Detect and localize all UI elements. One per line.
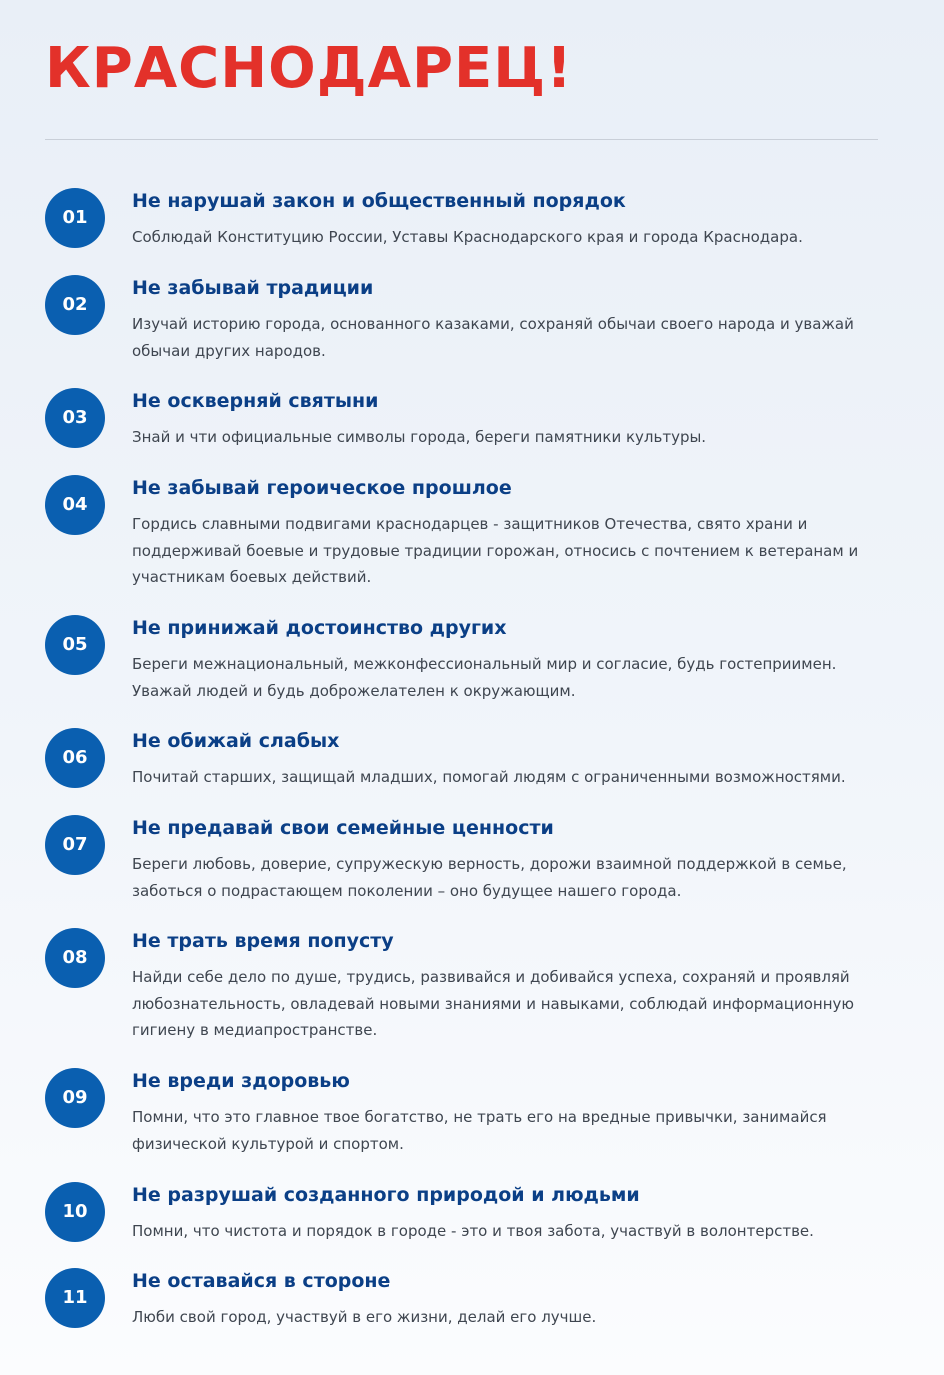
rule-text: Помни, что это главное твое богатство, не трать его на вредные привычки, занимайся физической культурой и спортом. xyxy=(132,1108,827,1153)
rule-number-badge: 01 xyxy=(45,188,105,248)
rule-text: Береги межнациональный, межконфессиональный мир и согласие, будь гостеприимен. Уважай людей и будь доброжелателен к окружающим. xyxy=(132,655,837,700)
rule-text: Найди себе дело по душе, трудись, развивайся и добивайся успеха, сохраняй и проявляй любознательность, овладевай новыми знаниями и навыками, соблюдай информационную гигиену в медиапространстве. xyxy=(132,968,855,1039)
rule-number-badge: 11 xyxy=(45,1268,105,1328)
rule-number-badge: 09 xyxy=(45,1068,105,1128)
rule-number-badge: 10 xyxy=(45,1182,105,1242)
rule-text: Помни, что чистота и порядок в городе - это и твоя забота, участвуй в волонтерстве. xyxy=(132,1222,814,1240)
rule-number-badge: 08 xyxy=(45,928,105,988)
rule-text: Гордись славными подвигами краснодарцев - защитников Отечества, свято храни и поддерживай боевые и трудовые традиции горожан, относись с почтением к ветеранам и участникам боевых действий. xyxy=(132,515,859,586)
rule-number-badge: 03 xyxy=(45,388,105,448)
rule-text: Почитай старших, защищай младших, помогай людям с ограниченными возможностями. xyxy=(132,768,846,786)
rule-number-badge: 04 xyxy=(45,475,105,535)
rule-title: Не трать время попусту xyxy=(132,930,394,952)
rule-title: Не обижай слабых xyxy=(132,730,340,752)
rule-title: Не оскверняй святыни xyxy=(132,390,379,412)
rule-title: Не разрушай созданного природой и людьми xyxy=(132,1184,640,1206)
rule-number-badge: 02 xyxy=(45,275,105,335)
rule-text: Люби свой город, участвуй в его жизни, делай его лучше. xyxy=(132,1308,597,1326)
rule-text: Изучай историю города, основанного казаками, сохраняй обычаи своего народа и уважай обычаи других народов. xyxy=(132,315,854,360)
rule-text: Береги любовь, доверие, супружескую верность, дорожи взаимной поддержкой в семье, заботься о подрастающем поколении – оно будущее нашего города. xyxy=(132,855,847,900)
rule-text: Соблюдай Конституцию России, Уставы Краснодарского края и города Краснодара. xyxy=(132,228,803,246)
rule-title: Не предавай свои семейные ценности xyxy=(132,817,554,839)
rule-title: Не забывай традиции xyxy=(132,277,374,299)
rule-number-badge: 06 xyxy=(45,728,105,788)
rule-text: Знай и чти официальные символы города, береги памятники культуры. xyxy=(132,428,707,446)
rule-title: Не вреди здоровью xyxy=(132,1070,350,1092)
rule-title: Не забывай героическое прошлое xyxy=(132,477,512,499)
rule-title: Не принижай достоинство других xyxy=(132,617,507,639)
rule-number-badge: 05 xyxy=(45,615,105,675)
rule-title: Не нарушай закон и общественный порядок xyxy=(132,190,626,212)
rule-number-badge: 07 xyxy=(45,815,105,875)
page-title: КРАСНОДАРЕЦ! xyxy=(45,36,573,101)
header-divider xyxy=(45,139,878,140)
rule-title: Не оставайся в стороне xyxy=(132,1270,391,1292)
